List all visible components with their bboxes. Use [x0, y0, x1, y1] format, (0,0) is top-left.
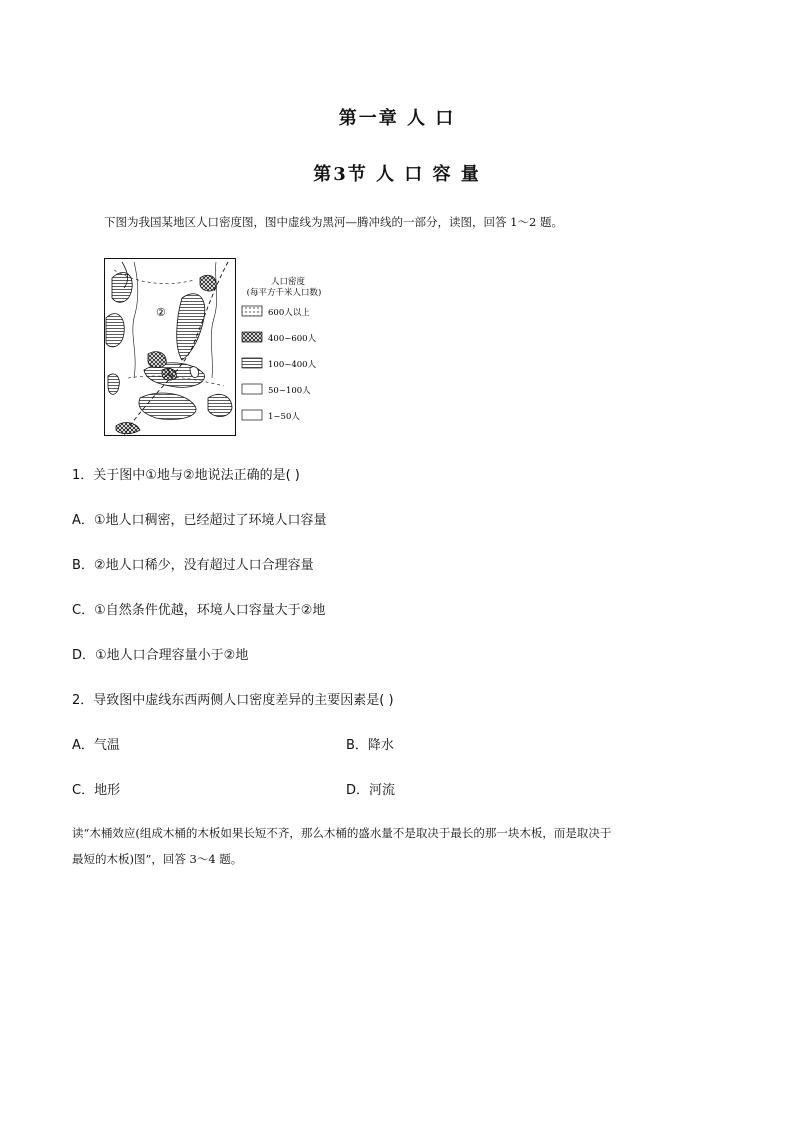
population-density-map	[104, 258, 344, 438]
region-g	[108, 374, 119, 394]
svg-text:100~400人: 100~400人	[268, 360, 317, 370]
legend-title: 人口密度	[270, 277, 306, 287]
reading-note-line-1: 读“木桶效应(组成木桶的木板如果长短不齐，那么木桶的盛水量不是取决于最长的那一块木板，而是取决于	[72, 826, 612, 840]
region-f	[208, 394, 232, 416]
legend-item-4	[242, 384, 311, 396]
question-1-option-a[interactable]: A．①地人口稠密，已经超过了环境人口容量	[72, 513, 327, 528]
legend-item-1	[242, 306, 310, 318]
intro-text: 下图为我国某地区人口密度图，图中虚线为黑河—腾冲线的一部分，读图，回答 1～2 题。	[104, 215, 563, 229]
question-1-option-c[interactable]: C．①自然条件优越，环境人口容量大于②地	[72, 603, 326, 618]
section-title: 第3节 人 口 容 量	[313, 164, 481, 185]
question-2-option-c[interactable]: C．地形	[72, 783, 121, 798]
question-1-option-b[interactable]: B．②地人口稀少，没有超过人口合理容量	[72, 558, 314, 573]
svg-text:600人以上: 600人以上	[268, 308, 310, 318]
legend-item-5	[242, 410, 300, 422]
question-2-stem: 2．导致图中虚线东西两侧人口密度差异的主要因素是( )	[72, 693, 394, 708]
marker-1: ①	[164, 366, 174, 379]
question-1-stem: 1．关于图中①地与②地说法正确的是( )	[72, 468, 300, 483]
question-2-option-b[interactable]: B．降水	[346, 738, 394, 753]
chapter-title: 第一章 人 口	[338, 108, 456, 129]
legend-subtitle: (每平方千米人口数)	[246, 288, 322, 298]
svg-text:400~600人: 400~600人	[268, 334, 317, 344]
question-2-option-d[interactable]: D．河流	[346, 783, 396, 798]
svg-text:1~50人: 1~50人	[268, 412, 300, 422]
reading-note-line-2: 最短的木板)图”，回答 3～4 题。	[72, 852, 243, 866]
question-1-option-d[interactable]: D．①地人口合理容量小于②地	[72, 648, 249, 663]
legend-item-3	[242, 358, 317, 370]
legend-item-2	[242, 332, 317, 344]
region-cross-3	[200, 275, 216, 291]
svg-text:50~100人: 50~100人	[268, 386, 311, 396]
marker-2: ②	[156, 306, 166, 319]
question-2-option-a[interactable]: A．气温	[72, 738, 120, 753]
